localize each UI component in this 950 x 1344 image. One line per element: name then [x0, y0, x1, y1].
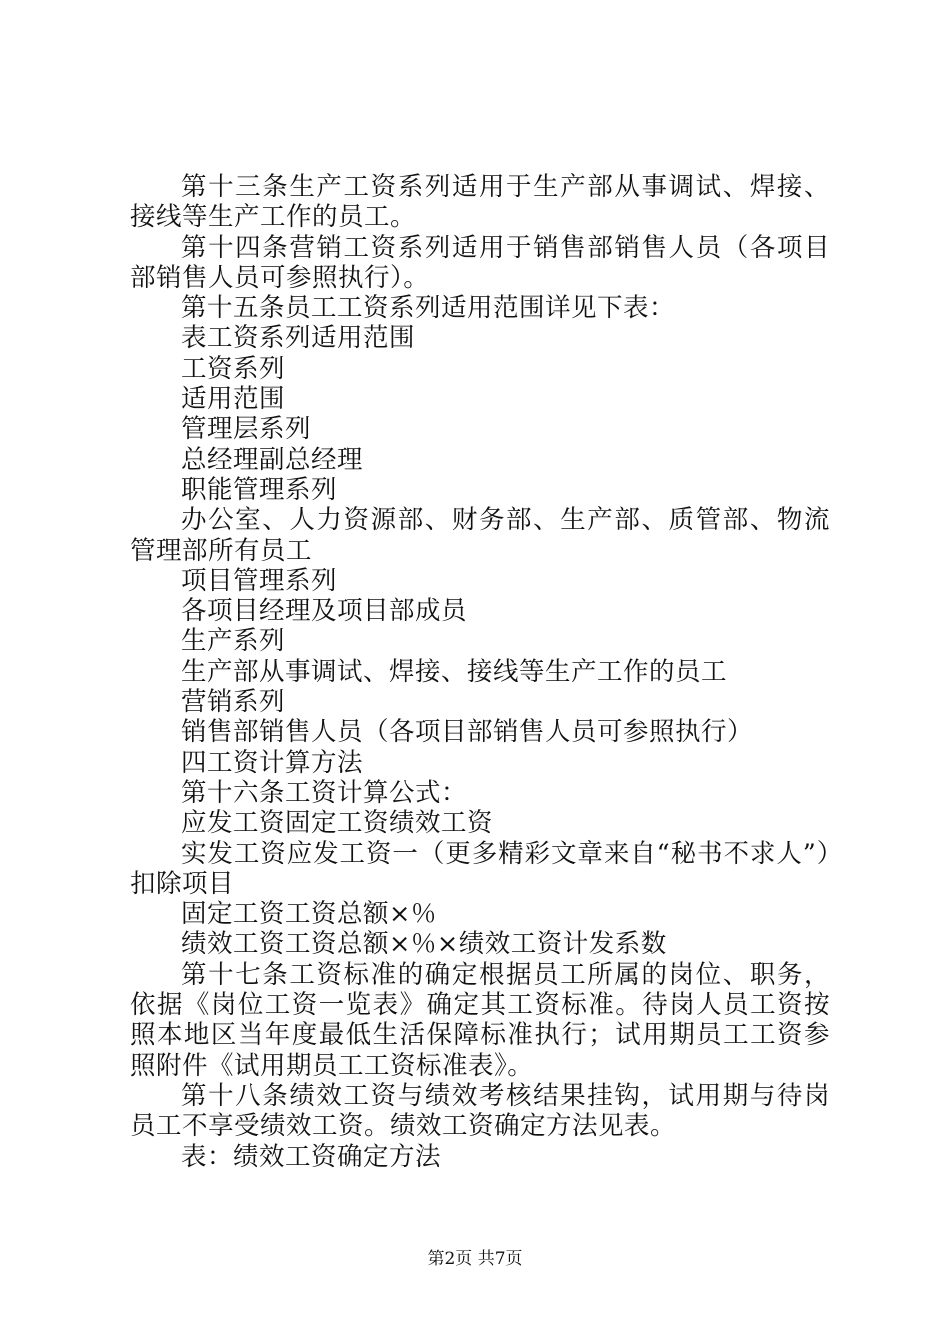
table-header: 适用范围 — [181, 384, 286, 415]
formula-line: 固定工资工资总额×％ — [181, 899, 437, 930]
table-cell: 项目管理系列 — [181, 565, 338, 596]
formula-line: 绩效工资工资总额×％×绩效工资计发系数 — [181, 929, 667, 960]
paragraph: 第十三条生产工资系列适用于生产部从事调试、焊接、接线等生产工作的员工。 — [130, 172, 830, 233]
table-cell: 职能管理系列 — [181, 474, 338, 505]
document-body — [130, 172, 830, 1172]
table-cell: 总经理副总经理 — [181, 444, 364, 475]
section-heading: 四工资计算方法 — [181, 747, 364, 778]
paragraph: 第十四条营销工资系列适用于销售部销售人员（各项目部销售人员可参照执行）。 — [130, 232, 830, 293]
table-cell: 生产系列 — [181, 626, 286, 657]
paragraph: 第十五条员工工资系列适用范围详见下表： — [181, 293, 676, 324]
page-number-footer: 第2页 共7页 — [427, 1249, 523, 1269]
table-header: 工资系列 — [181, 353, 286, 384]
table-cell: 各项目经理及项目部成员 — [181, 596, 468, 627]
table-cell: 管理层系列 — [181, 414, 312, 445]
table-cell: 生产部从事调试、焊接、接线等生产工作的员工 — [181, 656, 728, 687]
table-cell: 办公室、人力资源部、财务部、生产部、质管部、物流管理部所有员工 — [130, 505, 830, 566]
paragraph: 第十七条工资标准的确定根据员工所属的岗位、职务，依据《岗位工资一览表》确定其工资标准。待岗人员工资按照本地区当年度最低生活保障标准执行；试用期员工工资参照附件《试用期员工工资标准表》。 — [130, 959, 830, 1081]
formula-line: 实发工资应发工资一（更多精彩文章来自“秘书不求人”）扣除项目 — [130, 838, 830, 899]
paragraph: 第十八条绩效工资与绩效考核结果挂钩，试用期与待岗员工不享受绩效工资。绩效工资确定方法见表。 — [130, 1080, 830, 1142]
table-cell: 销售部销售人员（各项目部销售人员可参照执行） — [181, 717, 754, 748]
table-cell: 营销系列 — [181, 687, 286, 718]
table-title: 表工资系列适用范围 — [181, 323, 416, 354]
paragraph: 第十六条工资计算公式： — [181, 777, 468, 808]
formula-line: 应发工资固定工资绩效工资 — [181, 808, 494, 839]
table-title: 表：绩效工资确定方法 — [181, 1141, 442, 1172]
